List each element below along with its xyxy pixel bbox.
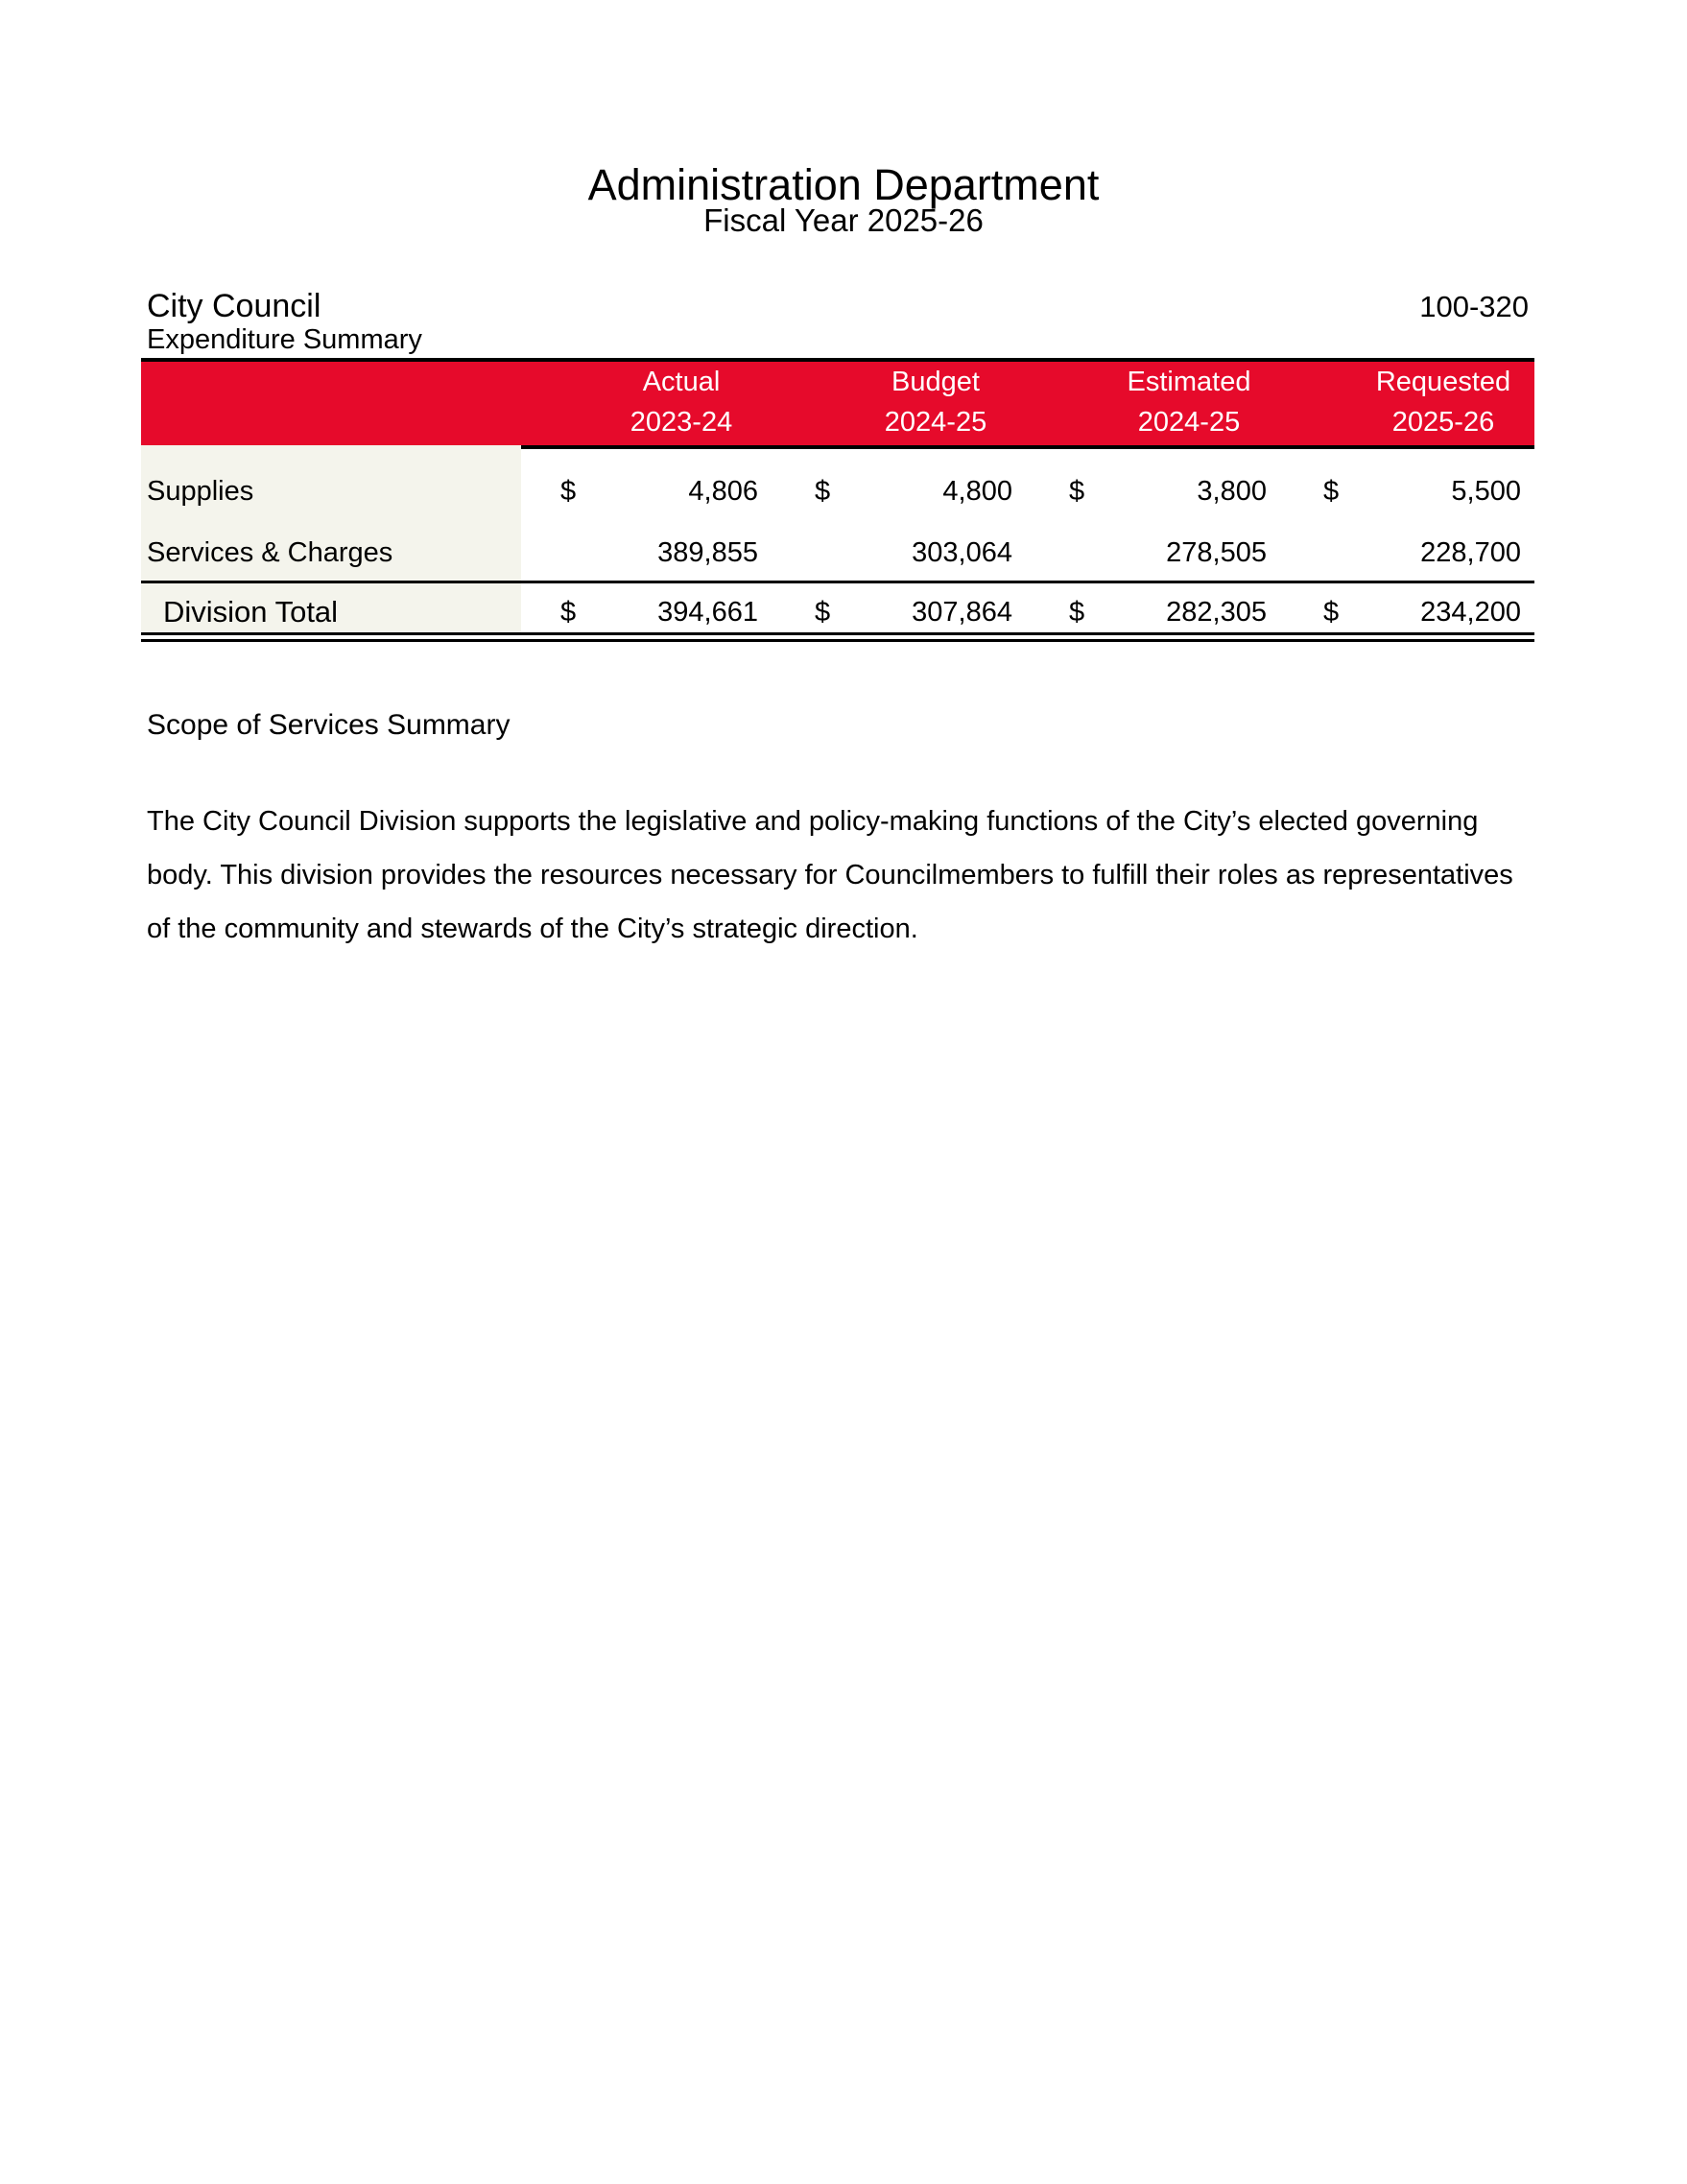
column-header-line2: 2024-25 bbox=[1137, 407, 1241, 438]
dollar-sign: $ bbox=[815, 476, 831, 507]
department-title: Administration Department bbox=[587, 160, 1100, 209]
column-header-budget bbox=[820, 362, 1051, 442]
table-row bbox=[0, 467, 1687, 515]
total-value: 394,661 bbox=[657, 597, 758, 628]
division-code: 100-320 bbox=[1419, 290, 1529, 323]
scope-heading: Scope of Services Summary bbox=[147, 709, 511, 741]
column-header-line1: Estimated bbox=[1127, 367, 1251, 397]
cell-value: 389,855 bbox=[657, 537, 758, 568]
column-header-line2: 2025-26 bbox=[1391, 407, 1495, 438]
column-header-line1: Actual bbox=[642, 367, 721, 397]
total-double-rule bbox=[141, 632, 1534, 642]
dollar-sign: $ bbox=[560, 476, 577, 507]
table-header-band bbox=[141, 358, 1534, 449]
column-header-line1: Budget bbox=[891, 367, 980, 397]
dollar-sign: $ bbox=[815, 597, 831, 628]
table-row bbox=[0, 529, 1687, 577]
cell-value: 228,700 bbox=[1420, 537, 1521, 568]
column-header-line2: 2024-25 bbox=[884, 407, 987, 438]
total-value: 282,305 bbox=[1166, 597, 1267, 628]
total-value: 234,200 bbox=[1420, 597, 1521, 628]
division-name: City Council bbox=[147, 288, 321, 324]
dollar-sign: $ bbox=[560, 597, 577, 628]
total-label: Division Total bbox=[163, 595, 339, 629]
cell-value: 4,800 bbox=[942, 476, 1012, 507]
column-header-estimated bbox=[1074, 362, 1304, 442]
column-header-actual bbox=[566, 362, 796, 442]
cell-value: 278,505 bbox=[1166, 537, 1267, 568]
subtotal-rule bbox=[141, 581, 1534, 583]
column-header-requested bbox=[1328, 362, 1558, 442]
row-label: Supplies bbox=[147, 476, 254, 507]
fiscal-year-title: Fiscal Year 2025-26 bbox=[703, 202, 984, 238]
row-label: Services & Charges bbox=[147, 537, 393, 568]
cell-value: 3,800 bbox=[1197, 476, 1267, 507]
total-row bbox=[0, 588, 1687, 636]
dollar-sign: $ bbox=[1069, 476, 1085, 507]
column-header-line1: Requested bbox=[1375, 367, 1511, 397]
expenditure-summary-label: Expenditure Summary bbox=[147, 324, 422, 355]
cell-value: 5,500 bbox=[1451, 476, 1521, 507]
cell-value: 4,806 bbox=[688, 476, 758, 507]
dollar-sign: $ bbox=[1323, 476, 1340, 507]
total-value: 307,864 bbox=[912, 597, 1012, 628]
cell-value: 303,064 bbox=[912, 537, 1012, 568]
column-header-line2: 2023-24 bbox=[630, 407, 733, 438]
scope-paragraph: The City Council Division supports the legislative and policy-making functions of the City’s elected governing body. This division provides the resources necessary for Councilmembers to fulfill their roles as representatives of the community and stewards of the City’s strategic direction. bbox=[147, 806, 1513, 944]
dollar-sign: $ bbox=[1323, 597, 1340, 628]
dollar-sign: $ bbox=[1069, 597, 1085, 628]
